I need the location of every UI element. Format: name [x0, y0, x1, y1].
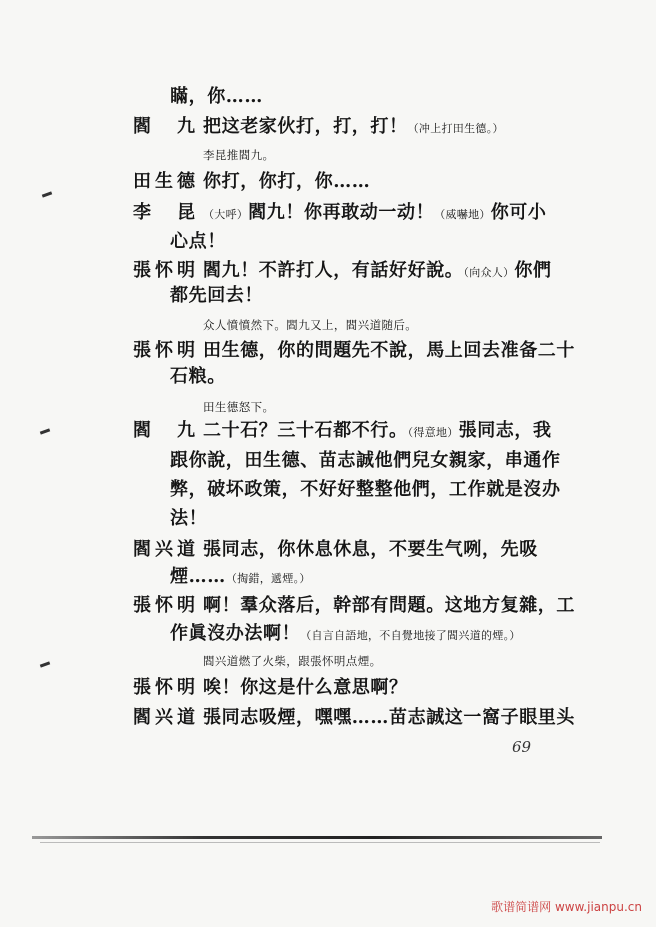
line-text [170, 86, 263, 108]
line-text [203, 202, 547, 226]
dialogue-text: 跟你說，田生德、苗志誠他們兒女親家，串通作 [170, 450, 561, 471]
dialogue-text: 心点！ [170, 231, 226, 252]
dialogue-text: 二十石？三十石都不行。 [203, 420, 408, 441]
dialogue-text: 你打，你打，你…… [203, 171, 371, 192]
dialogue-text: 張同志，你休息休息，不要生气咧，先吸 [203, 539, 538, 560]
speaker-name: 閻兴道 [133, 539, 195, 560]
line-text [170, 623, 521, 647]
inline-stage-direction: （冲上打田生德。） [407, 122, 504, 135]
dialogue-text: 田生德，你的問題先不說，馬上回去准备二十 [203, 340, 575, 361]
line-text [170, 285, 263, 307]
line-text [203, 650, 382, 672]
footer-rule-thin [40, 842, 600, 843]
line-text [203, 314, 417, 336]
dialogue-text: 田生德怒下。 [203, 400, 275, 414]
dialogue-text: 煙…… [170, 566, 226, 587]
speaker-name: 李昆 [133, 202, 195, 223]
line-text [170, 231, 226, 253]
inline-stage-direction: （掏錯，遞煙。） [225, 572, 311, 585]
speaker-name: 張怀明 [133, 677, 195, 698]
inline-stage-direction: （威嚇地） [434, 208, 491, 221]
dialogue-text: 啊！羣众落后，幹部有問題。这地方复雜，工 [203, 595, 575, 616]
inline-stage-direction: （大呼） [203, 208, 249, 221]
dialogue-text: 都先回去！ [170, 285, 263, 306]
line-text [170, 508, 207, 530]
inline-stage-direction: （向众人） [463, 266, 515, 279]
line-text [203, 707, 575, 729]
line-text [170, 566, 311, 590]
line-text [203, 144, 274, 166]
line-text [203, 595, 575, 617]
scan-mark [40, 428, 50, 434]
inline-stage-direction: （自言自語地，不自覺地接了閻兴道的煙。） [300, 629, 521, 642]
watermark-site-name: 歌谱简谱网 [491, 900, 552, 914]
speaker-name: 閻兴道 [133, 707, 195, 728]
watermark-url: www.jianpu.cn [554, 900, 642, 914]
line-text [203, 396, 274, 418]
dialogue-text: 把这老家伙打，打，打！ [203, 116, 408, 137]
line-text [203, 677, 408, 699]
dialogue-text: 众人憤憤然下。閻九又上，閻兴道随后。 [203, 318, 418, 332]
watermark [491, 898, 642, 915]
dialogue-text: 閻九！你再敢动一动！ [248, 202, 435, 223]
scan-mark [40, 661, 50, 667]
dialogue-text: 張同志，我 [458, 420, 552, 441]
line-text [203, 116, 504, 140]
dialogue-text: 你們 [514, 260, 552, 281]
speaker-name: 張怀明 [133, 260, 195, 281]
speaker-name: 閻九 [133, 116, 195, 137]
dialogue-text: 法！ [170, 508, 208, 529]
inline-stage-direction: （得意地） [407, 426, 459, 439]
speaker-name: 張怀明 [133, 595, 195, 616]
dialogue-text: 弊，破坏政策，不好好整整他們，工作就是沒办 [170, 479, 561, 500]
speaker-name: 閻九 [133, 420, 195, 441]
footer-rule [32, 836, 602, 839]
dialogue-text: 閻九！不許打人，有話好好說。 [203, 260, 464, 281]
speaker-name: 田生德 [133, 171, 195, 192]
line-text [203, 420, 552, 444]
dialogue-text: 你可小 [490, 202, 547, 223]
line-text [203, 171, 370, 193]
dialogue-text: 張同志吸煙，嘿嘿……苗志誠这一窩子眼里头 [203, 707, 575, 728]
line-text [203, 539, 538, 561]
dialogue-text: 瞞，你…… [170, 86, 263, 107]
line-text [203, 260, 552, 284]
dialogue-text: 唉！你这是什么意思啊？ [203, 677, 408, 698]
page-number: 69 [512, 738, 532, 756]
line-text [170, 450, 561, 472]
dialogue-text: 閻兴道燃了火柴，跟張怀明点煙。 [203, 654, 382, 668]
scan-mark [42, 191, 52, 197]
dialogue-text: 作眞沒办法啊！ [170, 623, 301, 644]
dialogue-text: 李昆推閻九。 [203, 148, 275, 162]
line-text [170, 479, 561, 501]
line-text [203, 340, 575, 362]
line-text [170, 366, 226, 388]
dialogue-text: 石粮。 [170, 366, 226, 387]
speaker-name: 張怀明 [133, 340, 195, 361]
